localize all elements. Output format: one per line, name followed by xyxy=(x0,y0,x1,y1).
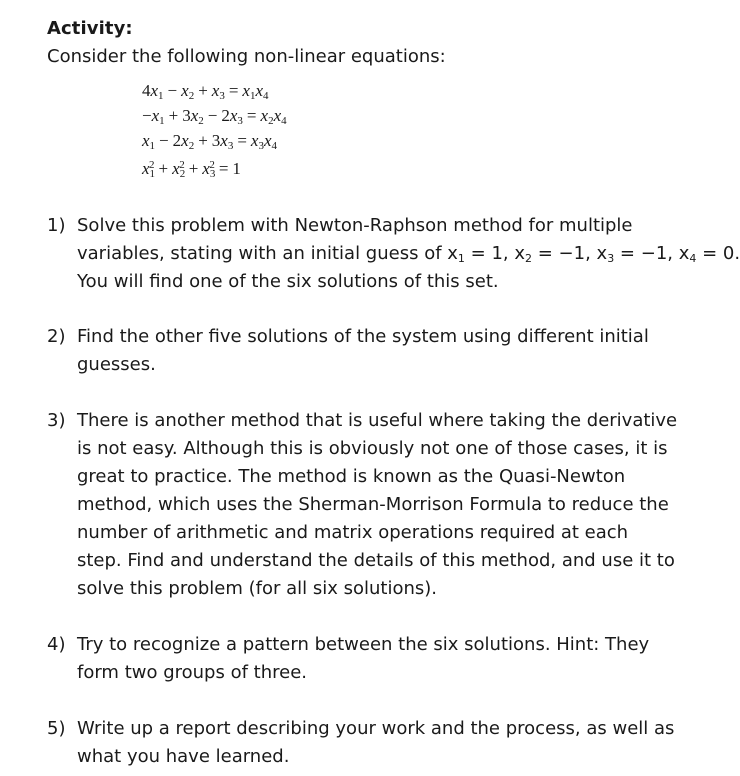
task-text xyxy=(77,407,717,603)
task-line: step. Find and understand the details of this method, and use it to xyxy=(77,550,675,571)
eq1-sign2: − xyxy=(167,81,178,100)
activity-heading: Activity: xyxy=(47,18,133,39)
equation-3: $x_1 - 2x_2 + 3x_3 = x_3x_4$ xyxy=(142,131,278,152)
task-number: 2) xyxy=(47,326,66,347)
task-text xyxy=(77,715,717,771)
task-line: There is another method that is useful where taking the derivative xyxy=(77,410,678,431)
task-line: guesses. xyxy=(77,354,156,375)
task-line: great to practice. The method is known as the Quasi-Newton xyxy=(77,466,626,487)
task-number: 5) xyxy=(47,718,66,739)
task-line: Find the other five solutions of the system using different initial xyxy=(77,326,649,347)
task-line: what you have learned. xyxy=(77,746,290,767)
eq2-coef3: 2 xyxy=(221,106,230,125)
task-text xyxy=(77,631,717,687)
eq3-sign3: + xyxy=(198,131,208,150)
task-line: You will find one of the six solutions of this set. xyxy=(77,271,499,292)
task-line: form two groups of three. xyxy=(77,662,307,683)
task-line: number of arithmetic and matrix operations required at each xyxy=(77,522,629,543)
equation-1: $4x_1 - x_2 + x_3 = x_1x_4$ xyxy=(142,81,269,102)
task-line: method, which uses the Sherman-Morrison Formula to reduce the xyxy=(77,494,669,515)
task-line: is not easy. Although this is obviously not one of those cases, it is xyxy=(77,438,668,459)
intro-text: Consider the following non-linear equations: xyxy=(47,46,446,67)
task-line: solve this problem (for all six solutions). xyxy=(77,578,438,599)
equation-4: $x_1^2 + x_2^2 + x_3^2 = 1$ xyxy=(142,159,241,180)
task-text xyxy=(77,212,740,296)
guess-x1: 1 xyxy=(491,243,503,264)
eq3-coef2: 2 xyxy=(172,131,182,150)
task-number: 3) xyxy=(47,410,66,431)
eq2-sign2: + xyxy=(168,106,179,125)
eq2-coef1: − xyxy=(142,106,152,125)
task-text xyxy=(77,323,717,379)
task-line: Try to recognize a pattern between the six solutions. Hint: They xyxy=(77,634,650,655)
guess-x2: −1 xyxy=(558,243,586,264)
task-line: Solve this problem with Newton-Raphson method for multiple xyxy=(77,215,633,236)
equation-system xyxy=(142,78,287,178)
eq1-sign3: + xyxy=(198,81,208,100)
eq3-sign2: − xyxy=(159,131,169,150)
task-line: Write up a report describing your work and the process, as well as xyxy=(77,718,675,739)
eq3-coef3: 3 xyxy=(211,131,221,150)
eq2-coef2: 3 xyxy=(182,106,191,125)
guess-x3: −1 xyxy=(640,243,668,264)
eq1-coef1: 4 xyxy=(142,81,151,100)
task-number: 1) xyxy=(47,215,66,236)
task-number: 4) xyxy=(47,634,66,655)
guess-x4: 0 xyxy=(722,243,735,264)
equation-2: $-x_1 + 3x_2 - 2x_3 = x_2x_4$ xyxy=(142,106,287,127)
eq2-sign3: − xyxy=(207,106,218,125)
task-line: variables, stating with an initial guess of $x_1 = 1$, $x_2 = -1$, $x_3 = -1$, $x_4 = 0$. xyxy=(77,243,740,265)
